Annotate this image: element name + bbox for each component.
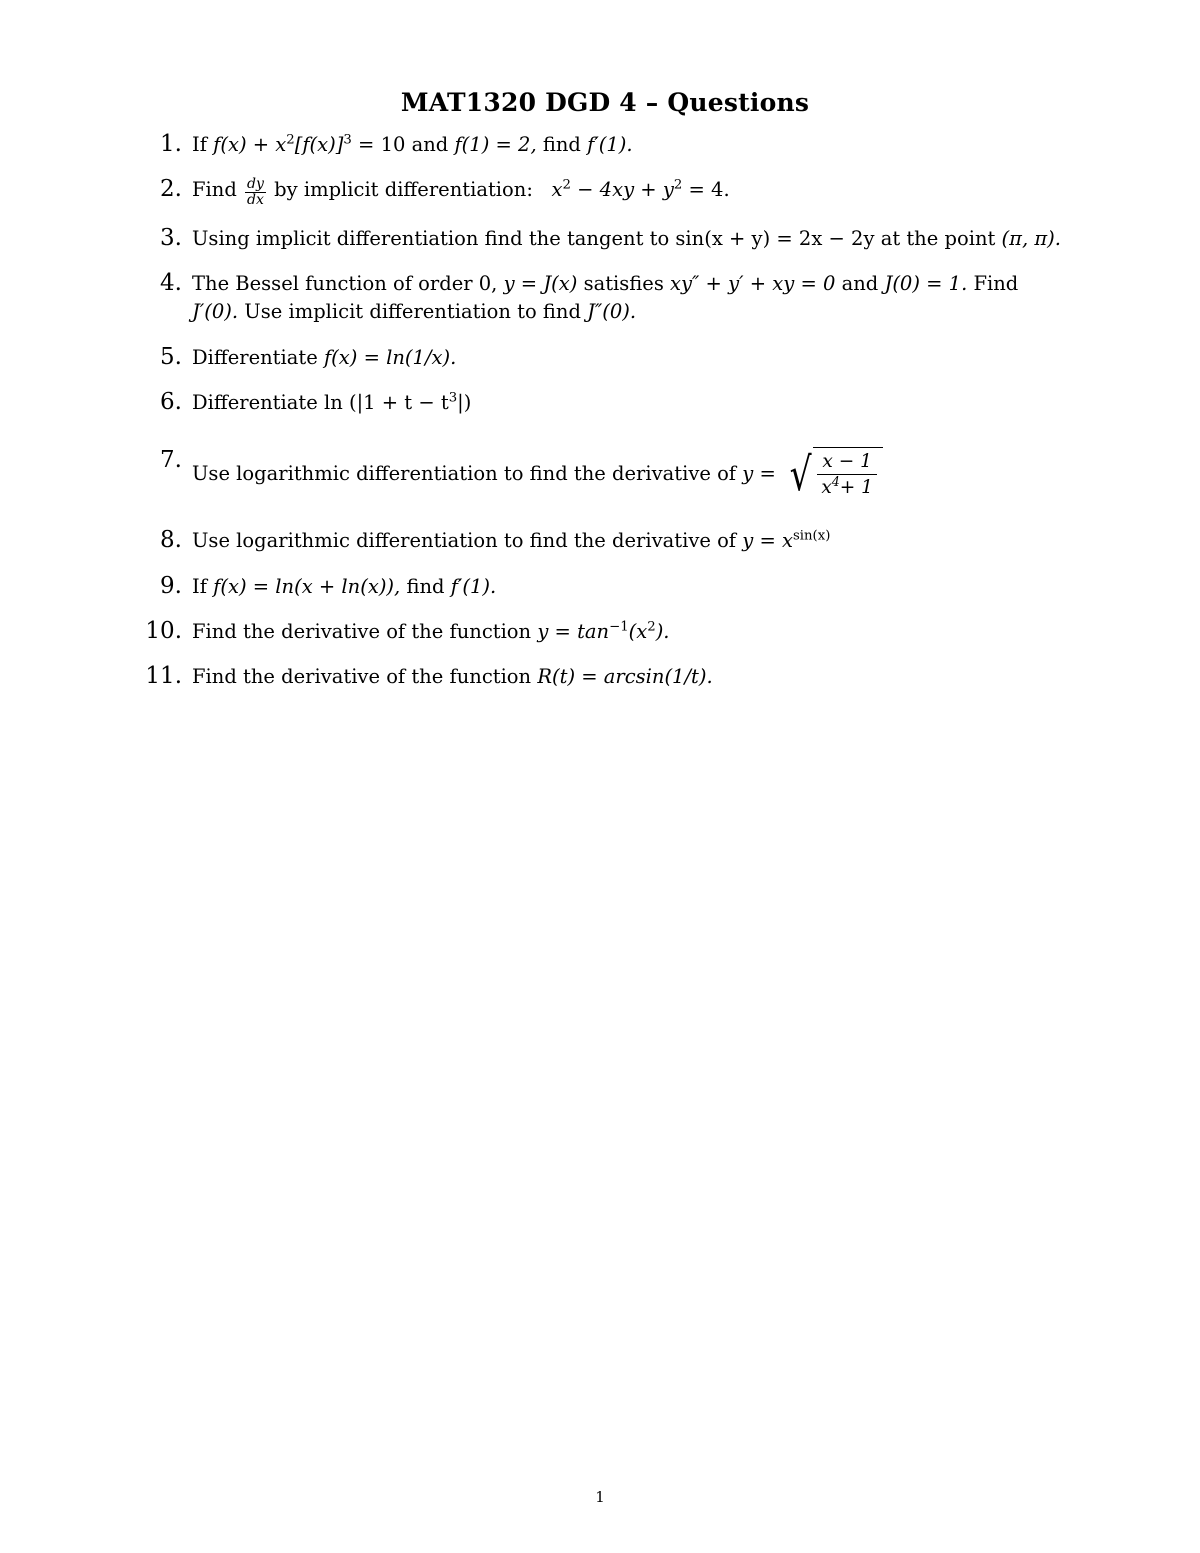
- question-number: 11.: [145, 663, 182, 690]
- exponent-minus-1: −1: [609, 619, 629, 635]
- question-text: Use logarithmic differentiation to find the derivative of $y = x^{sin(x)}$: [192, 528, 831, 553]
- page-title: MAT1320 DGD 4 – Questions: [400, 88, 810, 117]
- question-item-6: [140, 389, 1070, 417]
- question-text: Find the derivative of the function $y = \tan^{-1}(x^2)$.: [192, 619, 670, 643]
- square-root-expression: [786, 447, 883, 501]
- question-text: Using implicit differentiation find the tangent to sin(x + y) = 2x − 2y at the point (π, π).: [192, 226, 1061, 250]
- exponent-4: 4: [831, 474, 840, 490]
- derivative-fraction: $\frac{dy}{dx}$: [247, 176, 264, 208]
- fraction: $\frac{x - 1}{x^4+ 1}$: [817, 450, 877, 499]
- question-number: 6.: [160, 388, 182, 415]
- question-number: 3.: [160, 224, 182, 251]
- question-text: If $f(x) + x^2[f(x)]^3 = 10$ and f(1) = 2, find f′(1).: [192, 132, 633, 156]
- question-text: The Bessel function of order 0, y = J(x) satisfies xy″ + y′ + xy = 0 and J(0) = 1. Find J′(0). Use implicit differentiation to find J″(0).: [192, 271, 1019, 324]
- question-text: Use logarithmic differentiation to find the derivative of y = √ $\frac{x - 1}{x^4+ 1}$: [192, 462, 883, 485]
- question-item-1: [140, 131, 1070, 159]
- question-number: 7.: [160, 447, 182, 474]
- question-text: Find the derivative of the function R(t) = arcsin(1/t).: [192, 665, 713, 689]
- exponent-sin-x: sin(x): [792, 528, 831, 544]
- question-number: 8.: [160, 527, 182, 554]
- question-item-9: [140, 573, 1070, 601]
- question-item-2: [140, 176, 1070, 207]
- exponent-2: 2: [673, 177, 683, 193]
- question-item-7: [140, 447, 1070, 501]
- exponent-2: 2: [286, 132, 295, 148]
- question-item-5: [140, 344, 1070, 372]
- question-text: Differentiate $\ln (|1 + t - t^3|)$: [192, 390, 472, 414]
- page-number: 1: [595, 1488, 605, 1506]
- question-number: 1.: [160, 131, 182, 157]
- question-item-3: [140, 225, 1070, 253]
- question-number: 10.: [145, 618, 182, 644]
- question-text: Differentiate f(x) = ln(1/x).: [192, 345, 457, 369]
- exponent-3: 3: [343, 132, 352, 148]
- radical-sign: √: [789, 447, 812, 502]
- document-content: [140, 88, 1070, 709]
- question-item-4: [140, 270, 1070, 327]
- question-list: [140, 131, 1070, 692]
- exponent-2: 2: [562, 177, 571, 193]
- question-item-8: [140, 527, 1070, 555]
- question-number: 9.: [160, 572, 182, 599]
- question-item-11: [140, 663, 1070, 691]
- question-text: Find $\frac{dy}{dx}$ by implicit differentiation: $x^2 - 4xy + y^2 = 4$.: [192, 176, 730, 208]
- exponent-2: 2: [647, 619, 656, 635]
- question-number: 2.: [160, 176, 182, 203]
- exponent-3: 3: [448, 390, 458, 406]
- question-number: 5.: [160, 343, 182, 370]
- question-text: If f(x) = ln(x + ln(x)), find f′(1).: [192, 574, 497, 598]
- question-item-10: [140, 618, 1070, 646]
- question-number: 4.: [160, 269, 182, 296]
- radicand: [813, 447, 883, 501]
